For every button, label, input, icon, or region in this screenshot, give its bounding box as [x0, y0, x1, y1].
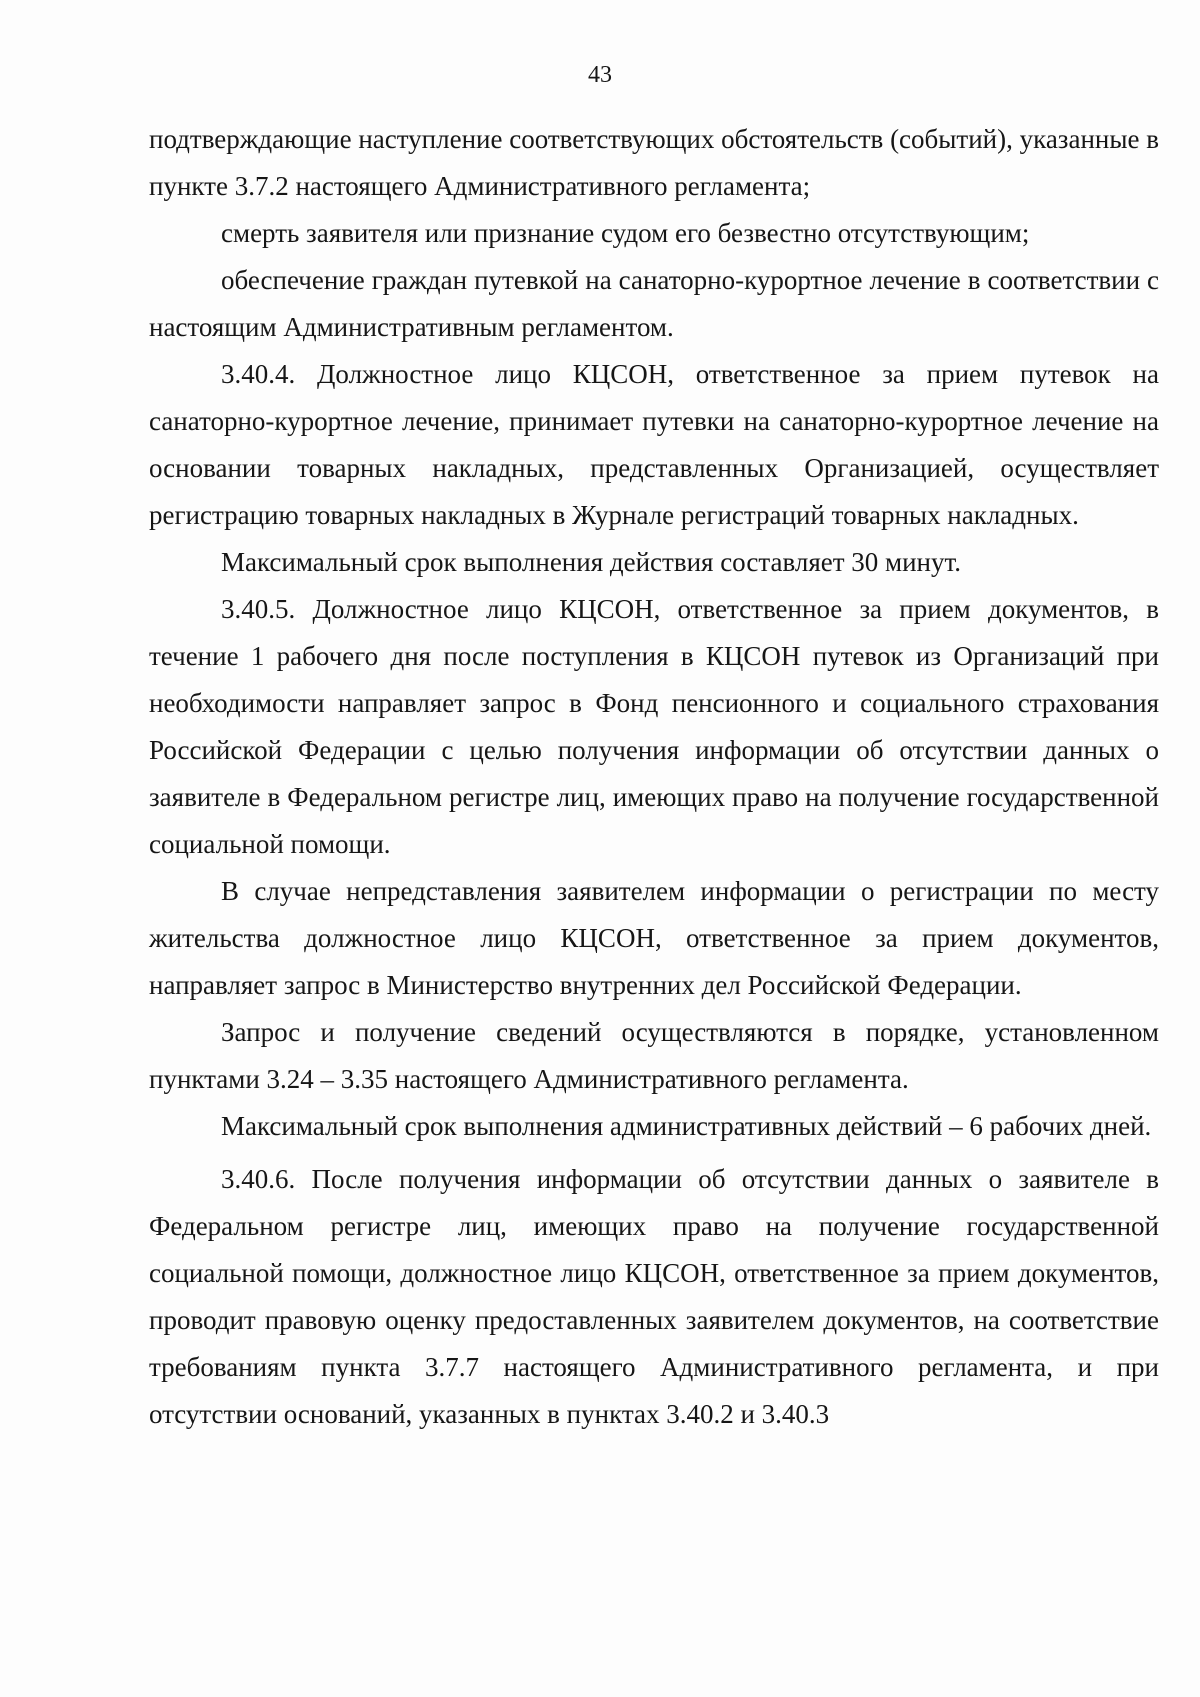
paragraph-3-40-4: 3.40.4. Должностное лицо КЦСОН, ответственное за прием путевок на санаторно-курортное лечение, принимает путевки на санаторно-курортное лечение на основании товарных накладных, представленных Организацией, осуществляет регистрацию товарных накладных в Журнале регистраций товарных накладных.: [149, 359, 1159, 530]
paragraph-voucher-provision: обеспечение граждан путевкой на санаторно-курортное лечение в соответствии с настоящим Административным регламентом.: [149, 265, 1159, 342]
paragraph-max-term-6-days: Максимальный срок выполнения административных действий – 6 рабочих дней.: [221, 1111, 1152, 1141]
paragraph-max-term-30-minutes: Максимальный срок выполнения действия составляет 30 минут.: [221, 547, 962, 577]
paragraph-registration-request: В случае непредставления заявителем информации о регистрации по месту жительства должностное лицо КЦСОН, ответственное за прием документов, направляет запрос в Министерство внутренних дел Российской Федерации.: [149, 876, 1159, 1000]
paragraph-3-40-6: 3.40.6. После получения информации об отсутствии данных о заявителе в Федеральном регистре лиц, имеющих право на получение государственной социальной помощи, должностное лицо КЦСОН, ответственное за прием документов, проводит правовую оценку предоставленных заявителем документов, на соответствие требованиям пункта 3.7.7 настоящего Административного регламента, и при отсутствии оснований, указанных в пунктах 3.40.2 и 3.40.3: [149, 1164, 1159, 1429]
document-body: [149, 116, 1159, 1438]
paragraph-3-40-5: 3.40.5. Должностное лицо КЦСОН, ответственное за прием документов, в течение 1 рабочего дня после поступления в КЦСОН путевок из Организаций при необходимости направляет запрос в Фонд пенсионного и социального страхования Российской Федерации с целью получения информации об отсутствии данных о заявителе в Федеральном регистре лиц, имеющих право на получение государственной социальной помощи.: [149, 594, 1159, 859]
paragraph-applicant-death: смерть заявителя или признание судом его безвестно отсутствующим;: [221, 218, 1030, 248]
paragraph-circumstances-continuation: подтверждающие наступление соответствующих обстоятельств (событий), указанные в пункте 3.7.2 настоящего Административного регламента;: [149, 124, 1159, 201]
paragraph-request-procedure: Запрос и получение сведений осуществляются в порядке, установленном пунктами 3.24 – 3.35 настоящего Административного регламента.: [149, 1017, 1159, 1094]
page-number: 43: [588, 62, 612, 88]
